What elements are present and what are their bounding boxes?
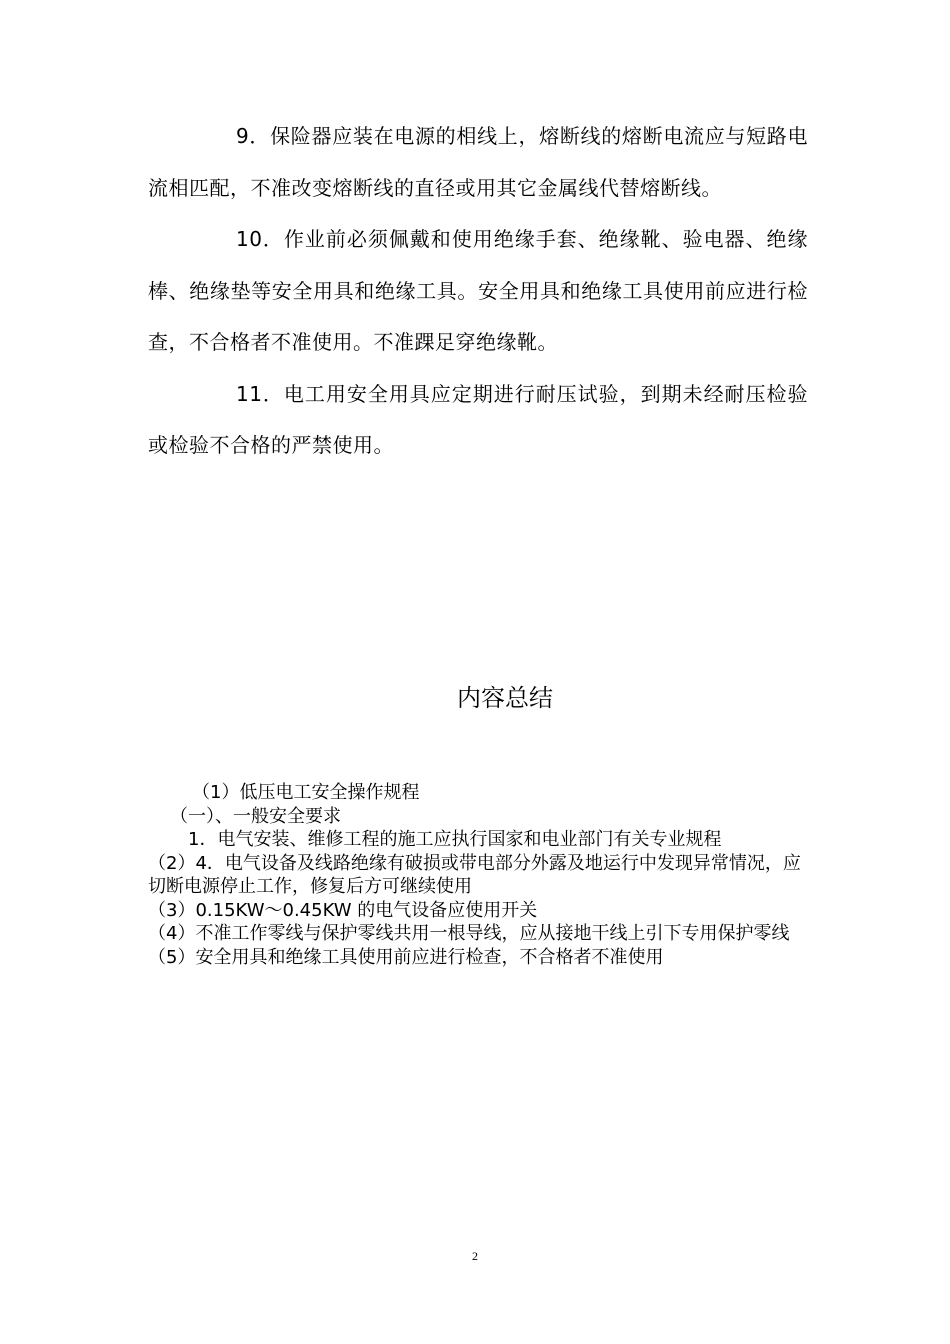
summary-line-2: （一）、一般安全要求: [170, 805, 341, 827]
summary-line-3: 1．电气安装、维修工程的施工应执行国家和电业部门有关专业规程: [188, 829, 722, 850]
summary-line-1: （1）低压电工安全操作规程: [192, 782, 420, 803]
summary-list: [148, 781, 808, 969]
paragraph-9: 9．保险器应装在电源的相线上，熔断线的熔断电流应与短路电流相匹配，不准改变熔断线的直径或用其它金属线代替熔断线。: [148, 124, 808, 200]
page-number: 2: [472, 1249, 478, 1263]
summary-line-7: （5）安全用具和绝缘工具使用前应进行检查，不合格者不准使用: [148, 946, 664, 968]
summary-line-5: （3）0.15KW～0.45KW 的电气设备应使用开关: [148, 899, 538, 921]
summary-line-4: （2）4．电气设备及线路绝缘有破损或带电部分外露及地运行中发现异常情况，应切断电源停止工作，修复后方可继续使用: [148, 852, 801, 897]
paragraph-11: 11．电工用安全用具应定期进行耐压试验，到期未经耐压检验或检验不合格的严禁使用。: [148, 381, 808, 457]
summary-line-6: （4）不准工作零线与保护零线共用一根导线，应从接地干线上引下专用保护零线: [148, 923, 790, 944]
body-text: [148, 111, 808, 472]
summary-title: 内容总结: [457, 684, 553, 712]
paragraph-10: 10．作业前必须佩戴和使用绝缘手套、绝缘靴、验电器、绝缘棒、绝缘垫等安全用具和绝缘工具。安全用具和绝缘工具使用前应进行检查，不合格者不准使用。不准踝足穿绝缘靴。: [148, 227, 808, 354]
